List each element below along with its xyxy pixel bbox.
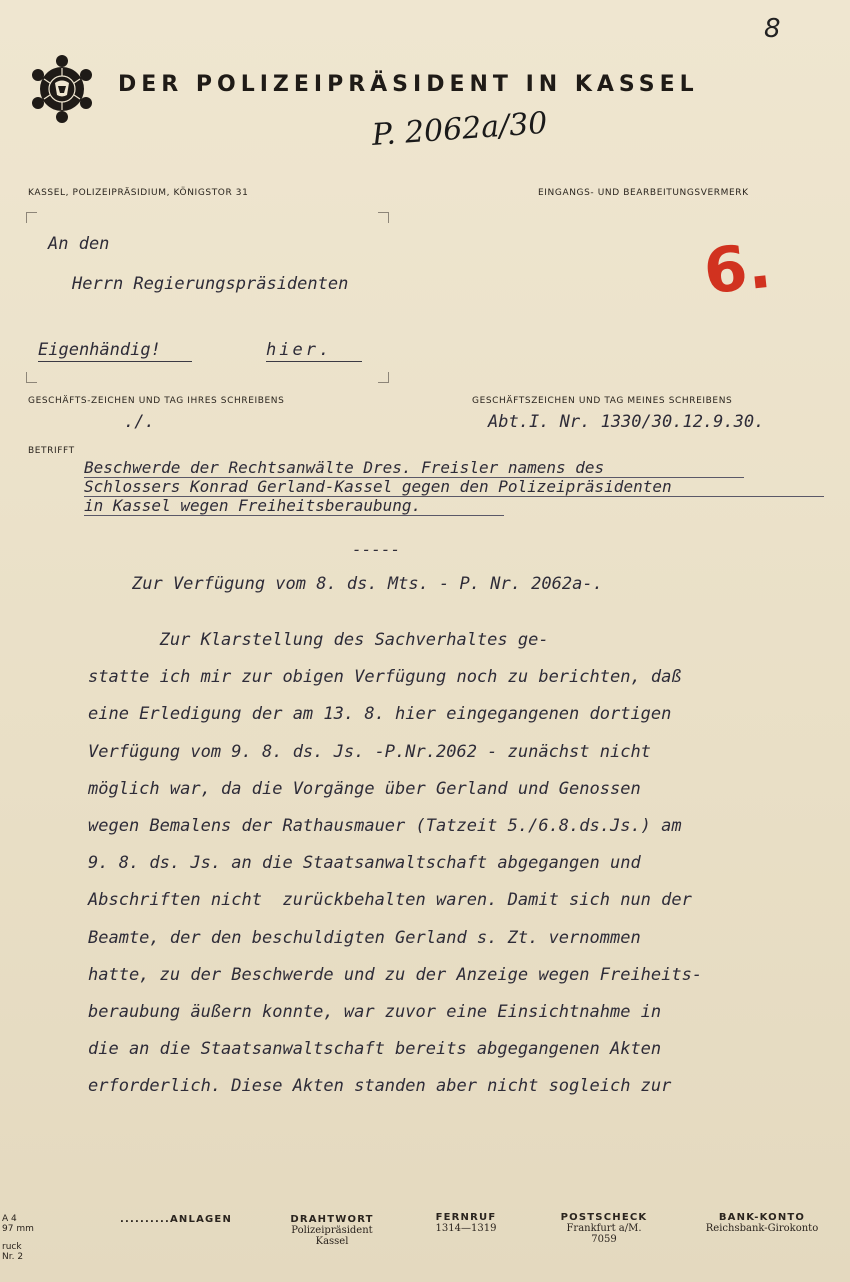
body-line: wegen Bemalens der Rathausmauer (Tatzeit 5./6.8.ds.Js.) am bbox=[88, 816, 682, 837]
subject-text bbox=[84, 458, 672, 515]
recipient-name: Herrn Regierungspräsidenten bbox=[72, 274, 349, 294]
letterhead-title: DER POLIZEIPRÄSIDENT IN KASSEL bbox=[118, 72, 699, 97]
body-line: Verfügung vom 9. 8. ds. Js. -P.Nr.2062 - zunächst nicht bbox=[88, 741, 651, 762]
subject-label: BETRIFFT bbox=[28, 446, 75, 456]
footer-postscheck: POSTSCHECK Frankfurt a/M. 7059 bbox=[560, 1212, 648, 1245]
sender-address: KASSEL, POLIZEIPRÄSIDIUM, KÖNIGSTOR 31 bbox=[28, 188, 249, 198]
local-delivery-note: hier. bbox=[266, 340, 333, 360]
your-reference-value: ./. bbox=[124, 412, 155, 432]
address-window-corner bbox=[378, 372, 389, 383]
footer-bank: BANK-KONTO Reichsbank-Girokonto bbox=[705, 1212, 819, 1234]
police-star-emblem bbox=[30, 52, 94, 126]
handwritten-file-reference: P. 2062a/30 bbox=[370, 105, 549, 153]
subject-line: Schlossers Konrad Gerland-Kassel gegen den Polizeipräsidenten bbox=[84, 477, 672, 496]
body-line: eine Erledigung der am 13. 8. hier eingegangenen dortigen bbox=[88, 704, 672, 725]
reference-line: Zur Verfügung vom 8. ds. Mts. - P. Nr. 2062a-. bbox=[132, 574, 603, 594]
body-line: Abschriften nicht zurückbehalten waren. Damit sich nun der bbox=[88, 890, 692, 911]
red-pencil-mark: 6. bbox=[700, 228, 775, 309]
body-line: Zur Klarstellung des Sachverhaltes ge- bbox=[88, 630, 549, 650]
address-window-corner bbox=[26, 372, 37, 383]
my-reference-label: GESCHÄFTSZEICHEN UND TAG MEINES SCHREIBENS bbox=[472, 396, 733, 406]
subject-line: Beschwerde der Rechtsanwälte Dres. Freisler namens des bbox=[84, 458, 605, 477]
footer-anlagen: ..........ANLAGEN bbox=[120, 1214, 233, 1225]
body-line: möglich war, da die Vorgänge über Gerland und Genossen bbox=[88, 778, 641, 799]
your-reference-label: GESCHÄFTS-ZEICHEN UND TAG IHRES SCHREIBENS bbox=[28, 396, 285, 406]
body-line: beraubung äußern konnte, war zuvor eine Einsichtnahme in bbox=[88, 1002, 662, 1023]
subject-line: in Kassel wegen Freiheitsberaubung. bbox=[84, 496, 422, 515]
underline bbox=[266, 361, 362, 362]
folio-number: 8 bbox=[764, 14, 781, 44]
edge-print-note: A 4 97 mm ruck Nr. 2 bbox=[2, 1214, 34, 1262]
address-window-corner bbox=[26, 212, 37, 223]
body-line: die an die Staatsanwaltschaft bereits abgegangenen Akten bbox=[88, 1039, 662, 1060]
subject-separator: ----- bbox=[352, 540, 401, 559]
footer-drahtwort: DRAHTWORT Polizeipräsident Kassel bbox=[290, 1214, 374, 1247]
body-line: Beamte, der den beschuldigten Gerland s. Zt. vernommen bbox=[88, 927, 641, 948]
body-line: erforderlich. Diese Akten standen aber nicht sogleich zur bbox=[88, 1076, 672, 1097]
body-line: statte ich mir zur obigen Verfügung noch zu berichten, daß bbox=[88, 667, 682, 688]
subject-underline bbox=[84, 496, 824, 497]
underline bbox=[38, 361, 192, 362]
body-line: hatte, zu der Beschwerde und zu der Anzeige wegen Freiheits- bbox=[88, 964, 703, 985]
recipient-salutation: An den bbox=[48, 234, 110, 254]
receipt-note-label: EINGANGS- UND BEARBEITUNGSVERMERK bbox=[538, 188, 749, 198]
subject-underline bbox=[84, 515, 504, 516]
my-reference-value: Abt.I. Nr. 1330/30.12.9.30. bbox=[488, 412, 765, 432]
body-line: 9. 8. ds. Js. an die Staatsanwaltschaft abgegangen und bbox=[88, 853, 641, 874]
personal-delivery-note: Eigenhändig! bbox=[38, 340, 161, 360]
subject-underline bbox=[84, 477, 744, 478]
letter-body bbox=[88, 622, 702, 1106]
footer-fernruf: FERNRUF 1314—1319 bbox=[435, 1212, 497, 1234]
address-window-corner bbox=[378, 212, 389, 223]
